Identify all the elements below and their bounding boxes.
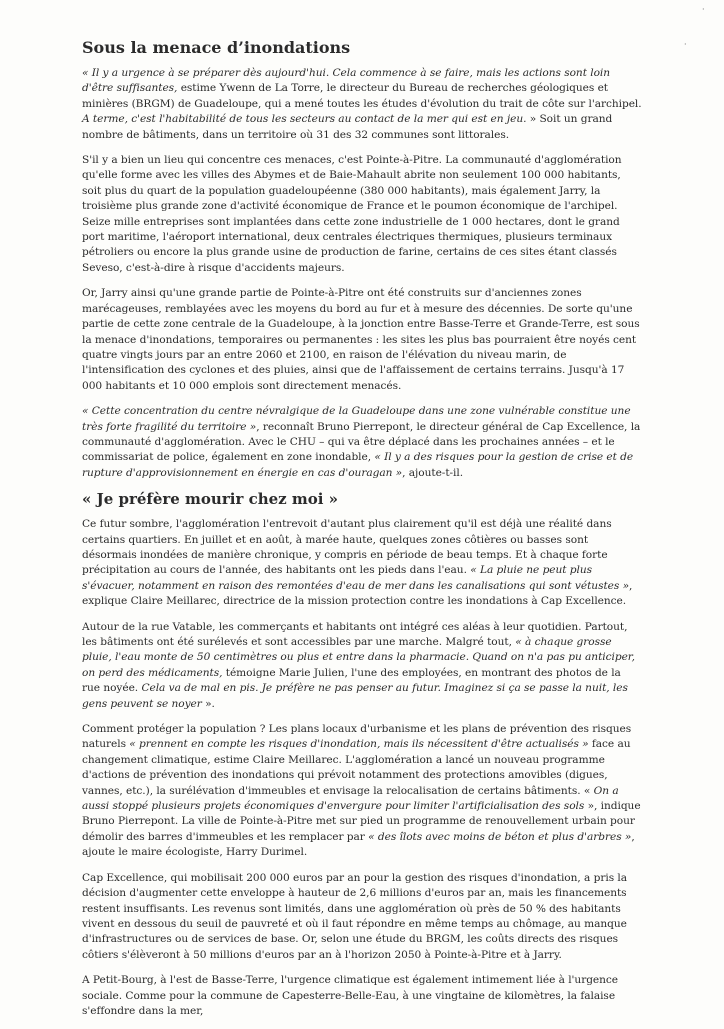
text: face au changement climatique, estime Claire Meillarec. L'agglomération a lancé un nouveau programme d'actions de prévention des inondations qui prévoit notamment des protections amovibles (digues, vannes, etc.), la surélévation d'immeubles et envisage la relocalisation de certains bâtiments. «	[82, 738, 631, 797]
quote: « des îlots avec moins de béton et plus d'arbres »	[368, 830, 632, 843]
quote: « prennent en compte les risques d'inondation, mais ils nécessitent d'être actualisés »	[129, 738, 589, 751]
text: » Soit un grand nombre de bâtiments, dans un territoire où 31 des 32 communes sont littorales.	[82, 113, 613, 141]
text: témoigne Marie Julien, l'une des employées, en montrant des photos de la rue noyée.	[82, 666, 621, 695]
text: Comment protéger la population ? Les plans locaux d'urbanisme et les plans de prévention des risques naturels	[82, 723, 632, 751]
paragraph: Cap Excellence, qui mobilisait 200 000 euros par an pour la gestion des risques d'inondation, a pris la décision d'augmenter cette enveloppe à hauteur de 2,6 millions d'euros par an, mais les financements restent insuffisants. Les revenus sont limités, dans une agglomération où près de 50 % des habitants vivent en dessous du seuil de pauvreté et où il faut répondre en même temps au chômage, au manque d'infrastructures ou de services de base. Or, selon une étude du BRGM, les coûts directs des risques côtiers s'élèveront à 50 millions d'euros par an à l'horizon 2050 à Pointe-à-Pitre et à Jarry.	[82, 871, 627, 961]
paragraph: S'il y a bien un lieu qui concentre ces menaces, c'est Pointe-à-Pitre. La communauté d'agglomération qu'elle forme avec les villes des Abymes et de Baie-Mahault abrite non seulement 100 000 habitants, soit plus du quart de la population guadeloupéenne (380 000 habitants), mais également Jarry, la troisième plus grande zone d'activité économique de France et le poumon économique de l'archipel. Seize mille entreprises sont implantées dans cette zone industrielle de 1 000 hectares, dont le grand port maritime, l'aéroport international, deux centrales électriques thermiques, plusieurs terminaux pétroliers ou encore la plus grande usine de production de farine, certains de ces sites étant classés Seveso, c'est-à-dire à risque d'accidents majeurs.	[82, 154, 622, 274]
paragraph: A Petit-Bourg, à l'est de Basse-Terre, l'urgence climatique est également intimement liée à l'urgence sociale. Comme pour la commune de Capesterre-Belle-Eau, à une vingtaine de kilomètres, la falaise s'effondre dans la mer,	[82, 974, 619, 1017]
quote: A terme, c'est l'habitabilité de tous les secteurs au contact de la mer qui est en jeu.	[82, 113, 527, 126]
quote: « Cette concentration du centre névralgique de la Guadeloupe dans une zone vulnérable constitue une très forte fragilité du territoire »	[82, 405, 631, 433]
section-heading: « Je préfère mourir chez moi »	[82, 490, 339, 509]
text: Ce futur sombre, l'agglomération l'entrevoit d'autant plus clairement qu'il est déjà une réalité dans certains quartiers. En juillet et en août, à marée haute, quelques zones côtières ou basses sont désormais inondées de manière chronique, y compris en période de beau temps. Et à chaque forte précipitation au cours de l'année, des habitants ont les pieds dans l'eau.	[82, 518, 612, 577]
paragraph	[82, 517, 642, 609]
text: , explique Claire Meillarec, directrice de la mission protection contre les inondations à Cap Excellence.	[82, 579, 633, 608]
quote: On a aussi stoppé plusieurs projets économiques d'envergure pour limiter l'artificialisation des sols	[82, 784, 619, 813]
scan-speck: ·	[684, 40, 687, 49]
text: estime Ywenn de La Torre, le directeur du Bureau de recherches géologiques et minières (BRGM) de Guadeloupe, qui a mené toutes les études d'évolution du trait de côte sur l'archipel.	[82, 82, 642, 110]
paragraph: Or, Jarry ainsi qu'une grande partie de Pointe-à-Pitre ont été construits sur d'anciennes zones marécageuses, remblayées avec les moyens du bord au fur et à mesure des décennies. De sorte qu'une partie de cette zone centrale de la Guadeloupe, à la jonction entre Basse-Terre et Grande-Terre, est sous la menace d'inondations, temporaires ou permanentes : les sites les plus bas pourraient être noyés cent quatre vingts jours par an entre 2060 et 2100, en raison de l'élévation du niveau marin, de l'intensification des cyclones et des pluies, ainsi que de l'affaissement de certains terrains. Jusqu'à 17 000 habitants et 10 000 emplois sont directement menacés.	[82, 287, 640, 392]
text: », indique Bruno Pierrepont. La ville de Pointe-à-Pitre met sur pied un programme de renouvellement urbain pour démolir des barres d'immeubles et les remplacer par	[82, 800, 641, 843]
quote: « à chaque grosse pluie, l'eau monte de 50 centimètres ou plus et entre dans la pharmacie. Quand on n'a pas pu anticiper, on perd des médicaments,	[82, 636, 635, 679]
paragraph	[82, 404, 642, 481]
article-body	[82, 38, 642, 1029]
quote: « Il y a urgence à se préparer dès aujourd'hui. Cela commence à se faire, mais les actions sont loin d'être suffisantes,	[82, 67, 611, 95]
text: , ajoute-t-il.	[402, 466, 464, 479]
text: , reconnaît Bruno Pierrepont, le directeur général de Cap Excellence, la communauté d'agglomération. Avec le CHU – qui va être déplacé dans les prochaines années – et le commissariat de police, également en zone inondable,	[82, 420, 641, 464]
quote: « Il y a des risques pour la gestion de crise et de rupture d'approvisionnement en énergie en cas d'ouragan »	[82, 451, 634, 479]
text: Autour de la rue Vatable, les commerçants et habitants ont intégré ces aléas à leur quotidien. Partout, les bâtiments ont été surélevés et sont accessibles par une marche. Malgré tout,	[82, 620, 628, 648]
text: ».	[201, 697, 215, 710]
quote: « La pluie ne peut plus s'évacuer, notamment en raison des remontées d'eau de mer dans les canalisations qui sont vétustes »	[82, 564, 630, 592]
scan-speck: ·	[702, 5, 705, 14]
paragraph	[82, 620, 642, 712]
quote: Cela va de mal en pis. Je préfère ne pas penser au futur. Imaginez si ça se passe la nuit, les gens peuvent se noyer	[82, 682, 628, 710]
paragraph	[82, 66, 642, 143]
text: , ajoute le maire écologiste, Harry Durimel.	[82, 830, 635, 859]
paragraph	[82, 722, 642, 861]
section-heading: Sous la menace d’inondations	[82, 38, 351, 57]
